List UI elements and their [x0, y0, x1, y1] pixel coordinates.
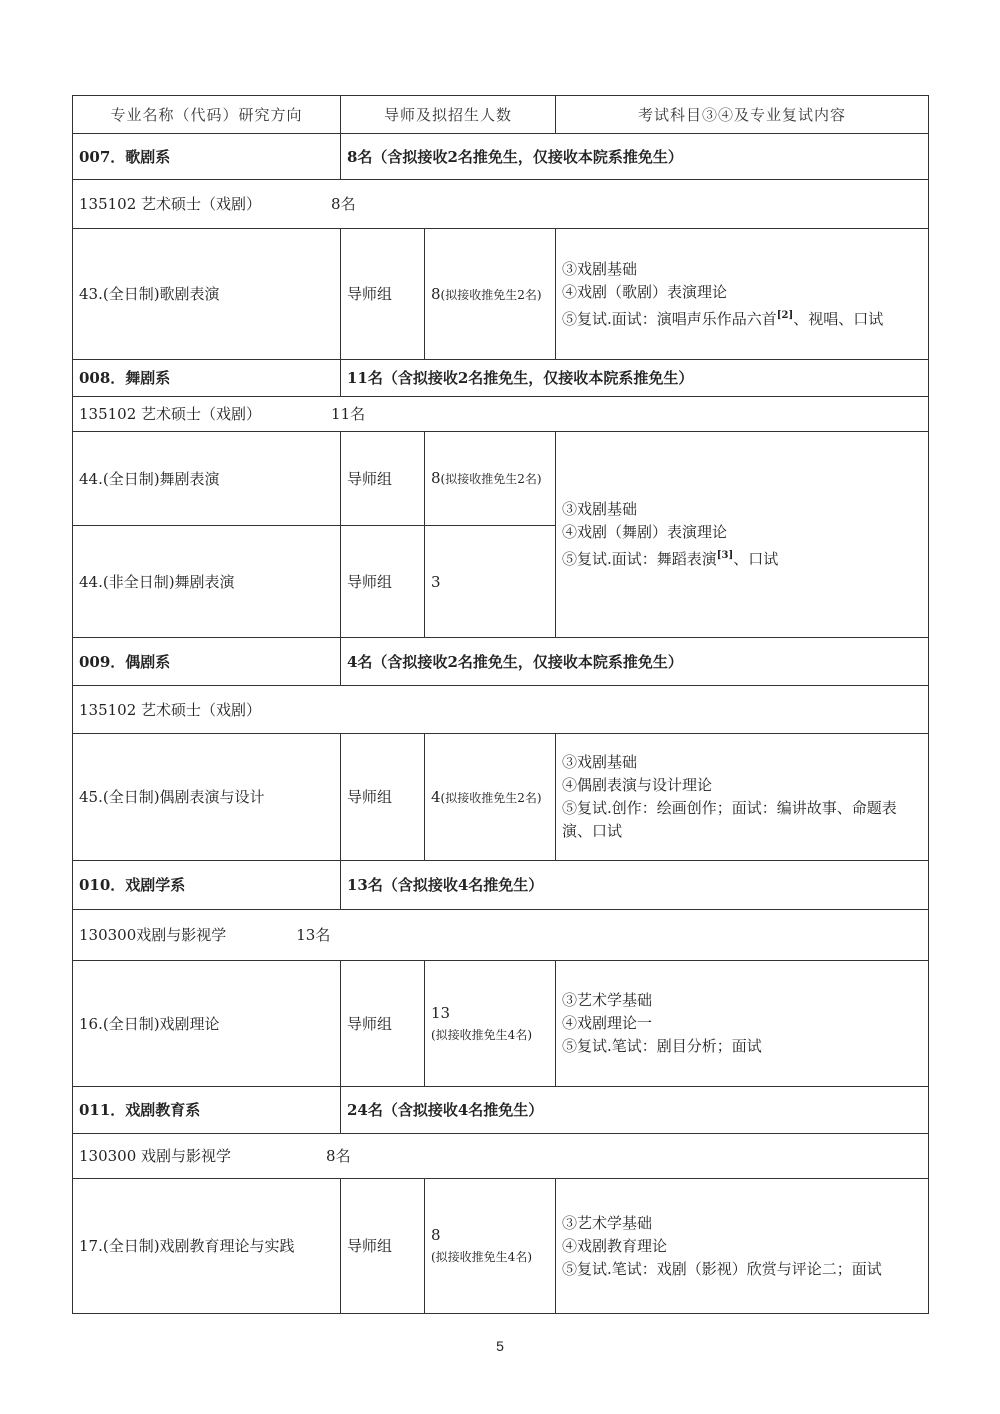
dept-name: 011．戏剧教育系 [73, 1087, 341, 1134]
direction-name: 17.(全日制)戏剧教育理论与实践 [73, 1179, 341, 1314]
major-row [73, 397, 929, 432]
dept-quota: 4名（含拟接收2名推免生，仅接收本院系推免生） [341, 638, 929, 686]
direction-name: 44.(非全日制)舞剧表演 [73, 526, 341, 638]
major-cell [73, 397, 929, 432]
direction-row [73, 432, 929, 526]
major-name: 135102 艺术硕士（戏剧） [79, 195, 262, 213]
major-count: 8名 [331, 195, 356, 213]
dept-quota: 11名（含拟接收2名推免生，仅接收本院系推免生） [341, 360, 929, 397]
footnote-marker: [3] [716, 550, 734, 561]
header-major: 专业名称（代码）研究方向 [73, 96, 341, 134]
table-header-row [73, 96, 929, 134]
exam-subjects: ③艺术学基础 ④戏剧教育理论 ⑤复试.笔试：戏剧（影视）欣赏与评论二；面试 [556, 1179, 929, 1314]
dept-row [73, 1087, 929, 1134]
dept-name: 008．舞剧系 [73, 360, 341, 397]
major-cell [73, 1134, 929, 1179]
dept-quota: 24名（含拟接收4名推免生） [341, 1087, 929, 1134]
major-row [73, 1134, 929, 1179]
dept-quota: 13名（含拟接收4名推免生） [341, 861, 929, 910]
direction-row [73, 1179, 929, 1314]
major-name: 130300戏剧与影视学 [79, 926, 227, 944]
major-cell [73, 910, 929, 961]
direction-name: 44.(全日制)舞剧表演 [73, 432, 341, 526]
dept-row [73, 360, 929, 397]
header-exams: 考试科目③④及专业复试内容 [556, 96, 929, 134]
enrollment-count: 4(拟接收推免生2名) [425, 734, 556, 861]
dept-quota: 8名（含拟接收2名推免生，仅接收本院系推免生） [341, 134, 929, 180]
major-count: 11名 [331, 405, 366, 423]
enrollment-count: 8 (拟接收推免生4名) [425, 1179, 556, 1314]
admissions-table [72, 95, 929, 1314]
enrollment-count: 3 [425, 526, 556, 638]
enrollment-count: 8(拟接收推免生2名) [425, 432, 556, 526]
dept-name: 009．偶剧系 [73, 638, 341, 686]
advisor: 导师组 [341, 526, 425, 638]
major-row [73, 686, 929, 734]
advisor: 导师组 [341, 1179, 425, 1314]
dept-row [73, 638, 929, 686]
advisor: 导师组 [341, 229, 425, 360]
enrollment-count: 13 (拟接收推免生4名) [425, 961, 556, 1087]
direction-row [73, 734, 929, 861]
direction-name: 45.(全日制)偶剧表演与设计 [73, 734, 341, 861]
major-cell [73, 180, 929, 229]
dept-row [73, 134, 929, 180]
exam-subjects: ③戏剧基础 ④戏剧（舞剧）表演理论 ⑤复试.面试：舞蹈表演[3]、口试 [556, 432, 929, 638]
dept-name: 007．歌剧系 [73, 134, 341, 180]
direction-name: 16.(全日制)戏剧理论 [73, 961, 341, 1087]
direction-row [73, 229, 929, 360]
enrollment-count: 8(拟接收推免生2名) [425, 229, 556, 360]
direction-name: 43.(全日制)歌剧表演 [73, 229, 341, 360]
major-name: 135102 艺术硕士（戏剧） [73, 686, 929, 734]
exam-subjects: ③戏剧基础 ④偶剧表演与设计理论 ⑤复试.创作：绘画创作；面试：编讲故事、命题表演、口试 [556, 734, 929, 861]
major-row [73, 180, 929, 229]
footnote-marker: [2] [776, 309, 794, 321]
page-number: 5 [496, 1338, 504, 1354]
major-name: 135102 艺术硕士（戏剧） [79, 405, 262, 423]
major-name: 130300 戏剧与影视学 [79, 1147, 232, 1165]
major-count: 8名 [326, 1147, 351, 1165]
direction-row [73, 961, 929, 1087]
dept-row [73, 861, 929, 910]
advisor: 导师组 [341, 432, 425, 526]
advisor: 导师组 [341, 734, 425, 861]
header-advisor: 导师及拟招生人数 [341, 96, 556, 134]
major-row [73, 910, 929, 961]
exam-subjects: ③戏剧基础 ④戏剧（歌剧）表演理论 ⑤复试.面试：演唱声乐作品六首[2]、视唱、口试 [556, 229, 929, 360]
exam-subjects: ③艺术学基础 ④戏剧理论一 ⑤复试.笔试：剧目分析；面试 [556, 961, 929, 1087]
advisor: 导师组 [341, 961, 425, 1087]
dept-name: 010．戏剧学系 [73, 861, 341, 910]
major-count: 13名 [296, 926, 331, 944]
